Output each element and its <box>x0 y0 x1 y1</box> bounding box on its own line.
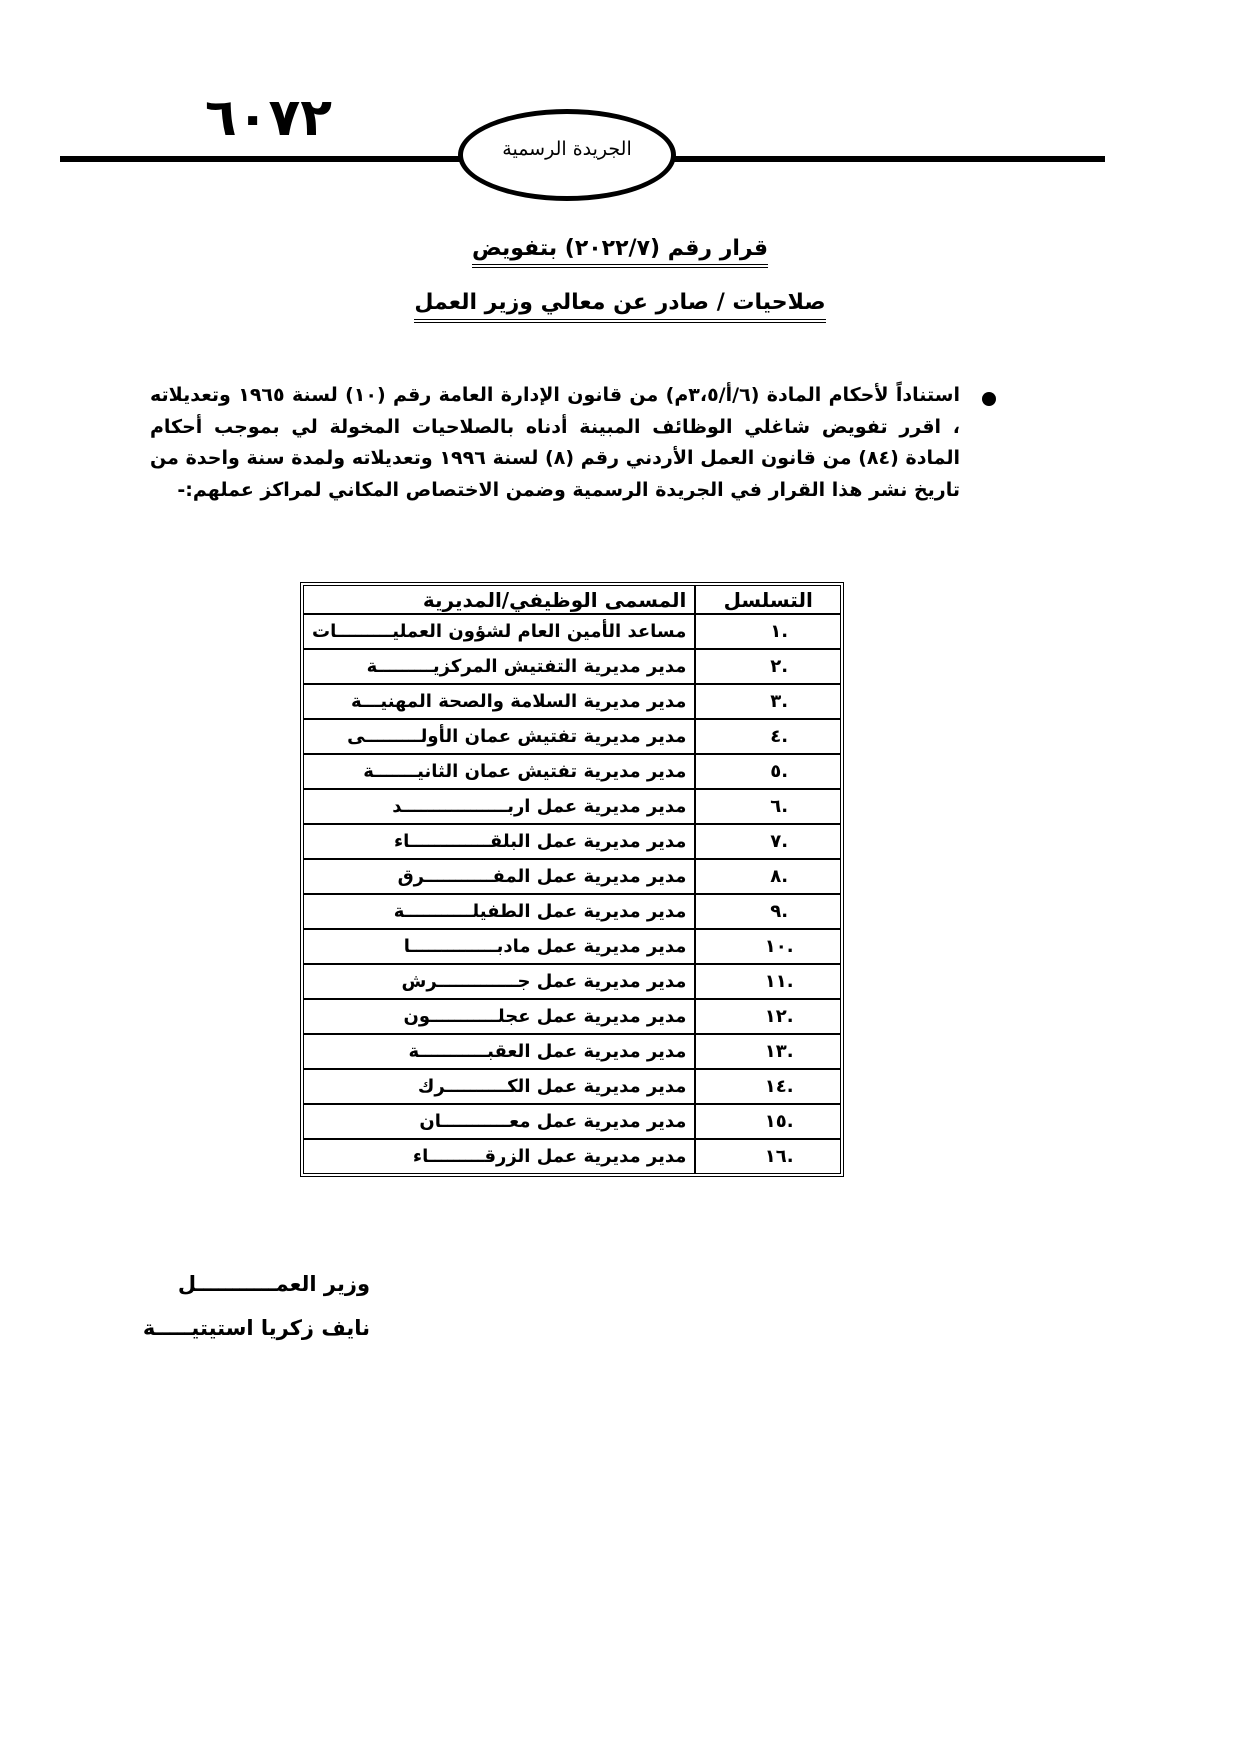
table-row <box>303 894 841 929</box>
row-title: مدير مديرية عمل عجلـــــــــــون <box>303 999 695 1034</box>
row-title: مدير مديرية عمل اربـــــــــــــــــد <box>303 789 695 824</box>
decision-paragraph: استناداً لأحكام المادة (٦/أ/٣،٥م) من قانون الإدارة العامة رقم (١٠) لسنة ١٩٦٥ وتعديلاته ، اقرر تفويض شاغلي الوظائف المبينة أدناه بالصلاحيات المخولة لي بموجب أحكام المادة (٨٤) من قانون العمل الأردني رقم (٨) لسنة ١٩٩٦ وتعديلاته ولمدة سنة واحدة من تاريخ نشر هذا القرار في الجريدة الرسمية وضمن الاختصاص المكاني لمراكز عملهم:- <box>150 384 960 501</box>
row-serial: .٣ <box>695 684 841 719</box>
row-serial: .٤ <box>695 719 841 754</box>
table-row <box>303 789 841 824</box>
row-title: مساعد الأمين العام لشؤون العمليـــــــــات <box>303 614 695 649</box>
signature-position: وزير العمـــــــــــل <box>177 1272 370 1296</box>
table-row <box>303 929 841 964</box>
row-title: مدير مديرية السلامة والصحة المهنيـــة <box>303 684 695 719</box>
row-serial: .١ <box>695 614 841 649</box>
table-row <box>303 999 841 1034</box>
bullet-icon <box>982 392 996 406</box>
row-title: مدير مديرية التفتيش المركزيـــــــــة <box>303 649 695 684</box>
table-row <box>303 859 841 894</box>
signature-block <box>130 1262 370 1350</box>
row-title: مدير مديرية عمل جـــــــــــــرش <box>303 964 695 999</box>
serial-column-header: التسلسل <box>695 585 841 614</box>
gazette-oval <box>458 109 676 201</box>
decision-title-line-1: قرار رقم (٢٠٢٢/٧) بتفويض <box>472 236 768 268</box>
row-title: مدير مديرية عمل مادبــــــــــــــا <box>303 929 695 964</box>
row-title: مدير مديرية عمل الطفيلـــــــــــة <box>303 894 695 929</box>
table-row <box>303 719 841 754</box>
signature-name: نايف زكريا استيتيـــــة <box>142 1316 370 1340</box>
table-row <box>303 754 841 789</box>
row-title: مدير مديرية تفتيش عمان الأولـــــــــى <box>303 719 695 754</box>
table-row <box>303 649 841 684</box>
table-row <box>303 1139 841 1174</box>
row-serial: .٢ <box>695 649 841 684</box>
row-serial: .٥ <box>695 754 841 789</box>
row-title: مدير مديرية عمل العقبـــــــــــة <box>303 1034 695 1069</box>
row-serial: .١٦ <box>695 1139 841 1174</box>
table-body <box>303 614 841 1174</box>
row-serial: .١٠ <box>695 929 841 964</box>
decision-title <box>320 236 920 323</box>
row-serial: .١٤ <box>695 1069 841 1104</box>
table-row <box>303 614 841 649</box>
table-row <box>303 1104 841 1139</box>
row-title: مدير مديرية عمل معـــــــــــان <box>303 1104 695 1139</box>
title-column-header: المسمى الوظيفي/المديرية <box>303 585 695 614</box>
row-serial: .١٥ <box>695 1104 841 1139</box>
row-title: مدير مديرية عمل المفـــــــــــرق <box>303 859 695 894</box>
row-serial: .١٢ <box>695 999 841 1034</box>
table-row <box>303 824 841 859</box>
row-serial: .٧ <box>695 824 841 859</box>
directorates-table <box>303 585 841 1174</box>
row-title: مدير مديرية عمل الكــــــــــرك <box>303 1069 695 1104</box>
gazette-label: الجريدة الرسمية <box>502 138 632 160</box>
table-row <box>303 684 841 719</box>
table-row <box>303 964 841 999</box>
row-serial: .٨ <box>695 859 841 894</box>
row-title: مدير مديرية عمل الزرقـــــــــاء <box>303 1139 695 1174</box>
row-serial: .١١ <box>695 964 841 999</box>
row-title: مدير مديرية عمل البلقـــــــــــــاء <box>303 824 695 859</box>
row-serial: .٩ <box>695 894 841 929</box>
row-title: مدير مديرية تفتيش عمان الثانيـــــــة <box>303 754 695 789</box>
row-serial: .١٣ <box>695 1034 841 1069</box>
directorates-table-frame <box>300 582 844 1177</box>
table-header-row <box>303 585 841 614</box>
table-row <box>303 1034 841 1069</box>
table-row <box>303 1069 841 1104</box>
row-serial: .٦ <box>695 789 841 824</box>
page-number: ٦٠٧٢ <box>205 88 332 148</box>
decision-title-line-2: صلاحيات / صادر عن معالي وزير العمل <box>414 290 825 322</box>
